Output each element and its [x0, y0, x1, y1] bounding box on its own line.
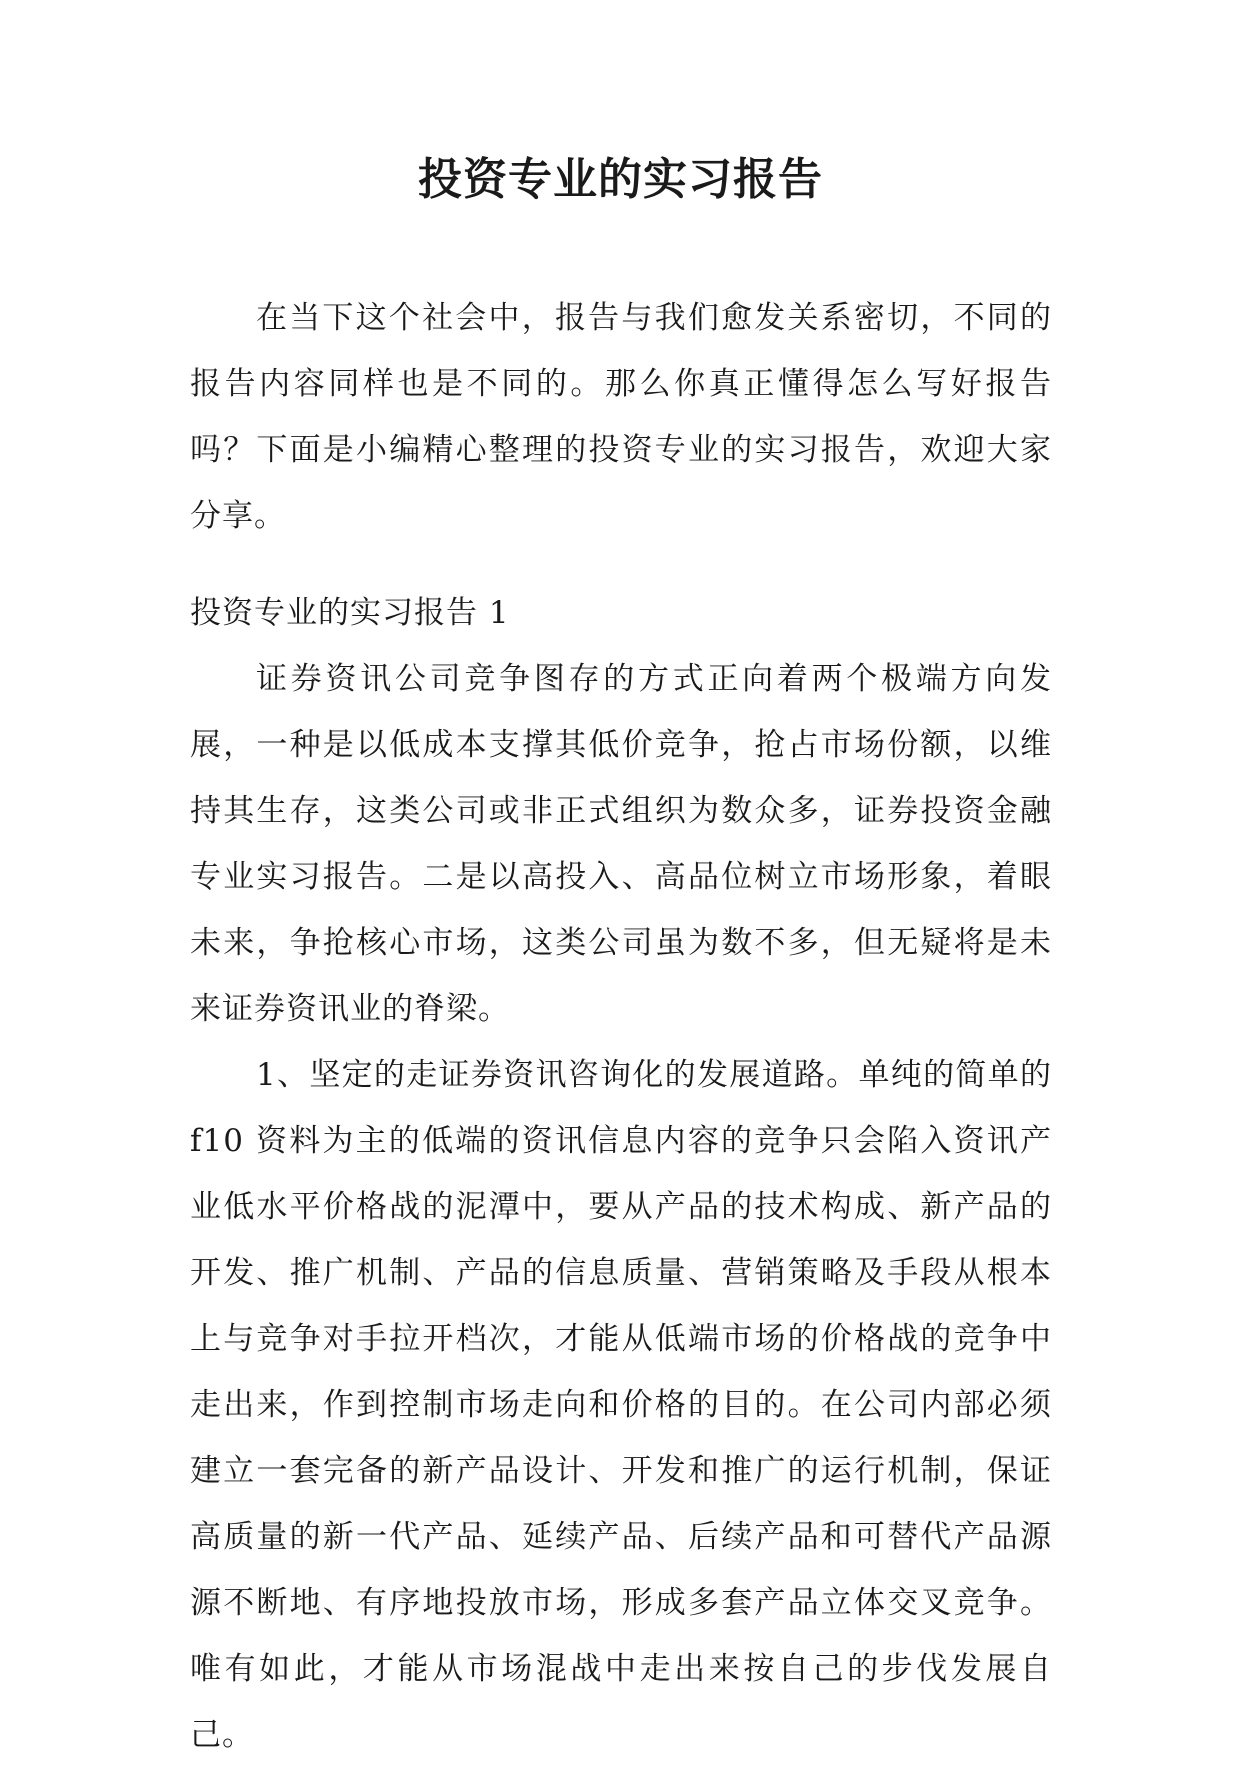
section-1	[190, 580, 1052, 1768]
intro-block	[190, 285, 1052, 549]
intro-paragraph: 在当下这个社会中，报告与我们愈发关系密切，不同的报告内容同样也是不同的。那么你真正懂得怎么写好报告吗？下面是小编精心整理的投资专业的实习报告，欢迎大家分享。	[190, 300, 1052, 534]
document-title: 投资专业的实习报告	[418, 154, 823, 205]
section-heading: 投资专业的实习报告 1	[190, 595, 510, 631]
body-paragraph: 证券资讯公司竞争图存的方式正向着两个极端方向发展，一种是以低成本支撑其低价竞争，抢占市场份额，以维持其生存，这类公司或非正式组织为数众多，证券投资金融专业实习报告。二是以高投入、高品位树立市场形象，着眼未来，争抢核心市场，这类公司虽为数不多，但无疑将是未来证券资讯业的脊梁。	[190, 661, 1052, 1027]
body-paragraph: 1、坚定的走证券资讯咨询化的发展道路。单纯的简单的 f10 资料为主的低端的资讯信息内容的竞争只会陷入资讯产业低水平价格战的泥潭中，要从产品的技术构成、新产品的开发、推广机制、产品的信息质量、营销策略及手段从根本上与竞争对手拉开档次，才能从低端市场的价格战的竞争中走出来，作到控制市场走向和价格的目的。在公司内部必须建立一套完备的新产品设计、开发和推广的运行机制，保证高质量的新一代产品、延续产品、后续产品和可替代产品源源不断地、有序地投放市场，形成多套产品立体交叉竞争。唯有如此，才能从市场混战中走出来按自己的步伐发展自己。	[190, 1057, 1052, 1753]
